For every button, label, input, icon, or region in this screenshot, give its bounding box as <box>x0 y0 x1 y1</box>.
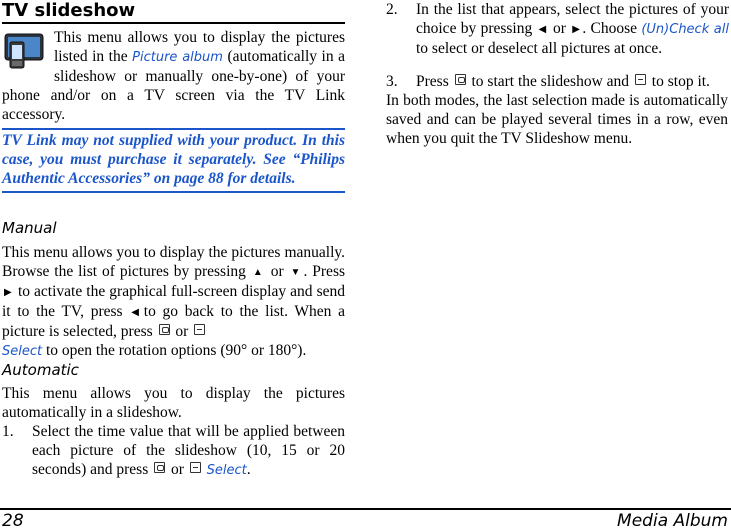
section-name: Media Album <box>617 511 728 531</box>
manual-heading: Manual <box>2 219 57 237</box>
softkey-icon <box>194 324 205 335</box>
tv-link-note: TV Link may not supplied with your product. In this case, you must purchase it separately. See “Philips Authentic Accessories” on page 88 for details. <box>2 128 345 193</box>
ok-key-icon <box>154 462 165 473</box>
automatic-heading: Automatic <box>2 361 79 379</box>
left-arrow-icon: ◀ <box>131 307 142 318</box>
manual-text-5: to go back to the list. When a picture is selected, press <box>2 303 345 340</box>
uncheck-all-link[interactable]: (Un)Check all <box>641 22 729 37</box>
manual-text-6: or <box>175 323 189 340</box>
item1-text-2: or <box>170 461 184 478</box>
down-arrow-icon: ▼ <box>290 267 302 278</box>
item1-text-3: . <box>246 461 251 478</box>
item2-text-4: to select or deselect all pictures at once. <box>416 40 663 57</box>
list-number-2: 2. <box>386 1 398 18</box>
ok-key-icon <box>455 74 466 85</box>
list-item-3 <box>386 72 729 91</box>
ok-key-icon <box>159 324 170 335</box>
softkey-icon <box>635 74 646 85</box>
select-link[interactable]: Select <box>2 344 43 359</box>
left-arrow-icon: ◀ <box>538 24 547 35</box>
item1-text-1: Select the time value that will be applied between each picture of the slideshow (10, 15 or 20 seconds) and press <box>32 423 345 478</box>
list-item-2 <box>386 0 729 58</box>
item3-text-2: to start the slideshow and <box>471 73 630 90</box>
manual-text-2: or <box>270 263 284 280</box>
page-number: 28 <box>2 511 24 531</box>
manual-paragraph <box>2 243 345 361</box>
list-number-3: 3. <box>386 73 398 90</box>
right-arrow-icon: ▶ <box>4 287 12 298</box>
manual-text-7: to open the rotation options (90° or 180°). <box>45 342 307 359</box>
page-title: TV slideshow <box>2 0 345 24</box>
intro-text-1: This menu allows you to display the pictures listed in the <box>54 29 345 65</box>
right-arrow-icon: ▶ <box>572 24 581 35</box>
closing-paragraph: In both modes, the last selection made is automatically saved and can be played several times in a row, even when you quit the TV Slideshow menu. <box>386 92 728 147</box>
softkey-icon <box>190 462 201 473</box>
item2-text-3: . Choose <box>582 20 638 37</box>
page-footer <box>0 508 731 531</box>
manual-text-1: This menu allows you to display the pictures manually. Browse the list of pictures by pressing <box>2 244 345 280</box>
intro-text-2: (automatically in a slideshow or manually one-by-one) of your phone and/or on a TV screen via the TV Link accessory. <box>2 48 345 123</box>
manual-text-3: . Press <box>303 263 346 280</box>
up-arrow-icon: ▲ <box>252 267 264 278</box>
list-item-1 <box>2 422 345 480</box>
manual-text-4: to activate the graphical full-screen display and send it to the TV, press <box>2 283 345 320</box>
picture-album-link[interactable]: Picture album <box>132 50 223 65</box>
automatic-paragraph: This menu allows you to display the pictures automatically in a slideshow. <box>2 385 345 421</box>
phone-tv-icon <box>4 32 44 70</box>
item2-text-1: In the list that appears, select the pictures of your choice by pressing <box>416 1 729 37</box>
intro-paragraph <box>2 28 345 124</box>
item3-text-3: to stop it. <box>651 73 710 90</box>
item3-text-1: Press <box>416 73 449 90</box>
select-link[interactable]: Select <box>206 463 247 478</box>
list-number-1: 1. <box>2 423 14 440</box>
item2-text-2: or <box>552 20 566 37</box>
